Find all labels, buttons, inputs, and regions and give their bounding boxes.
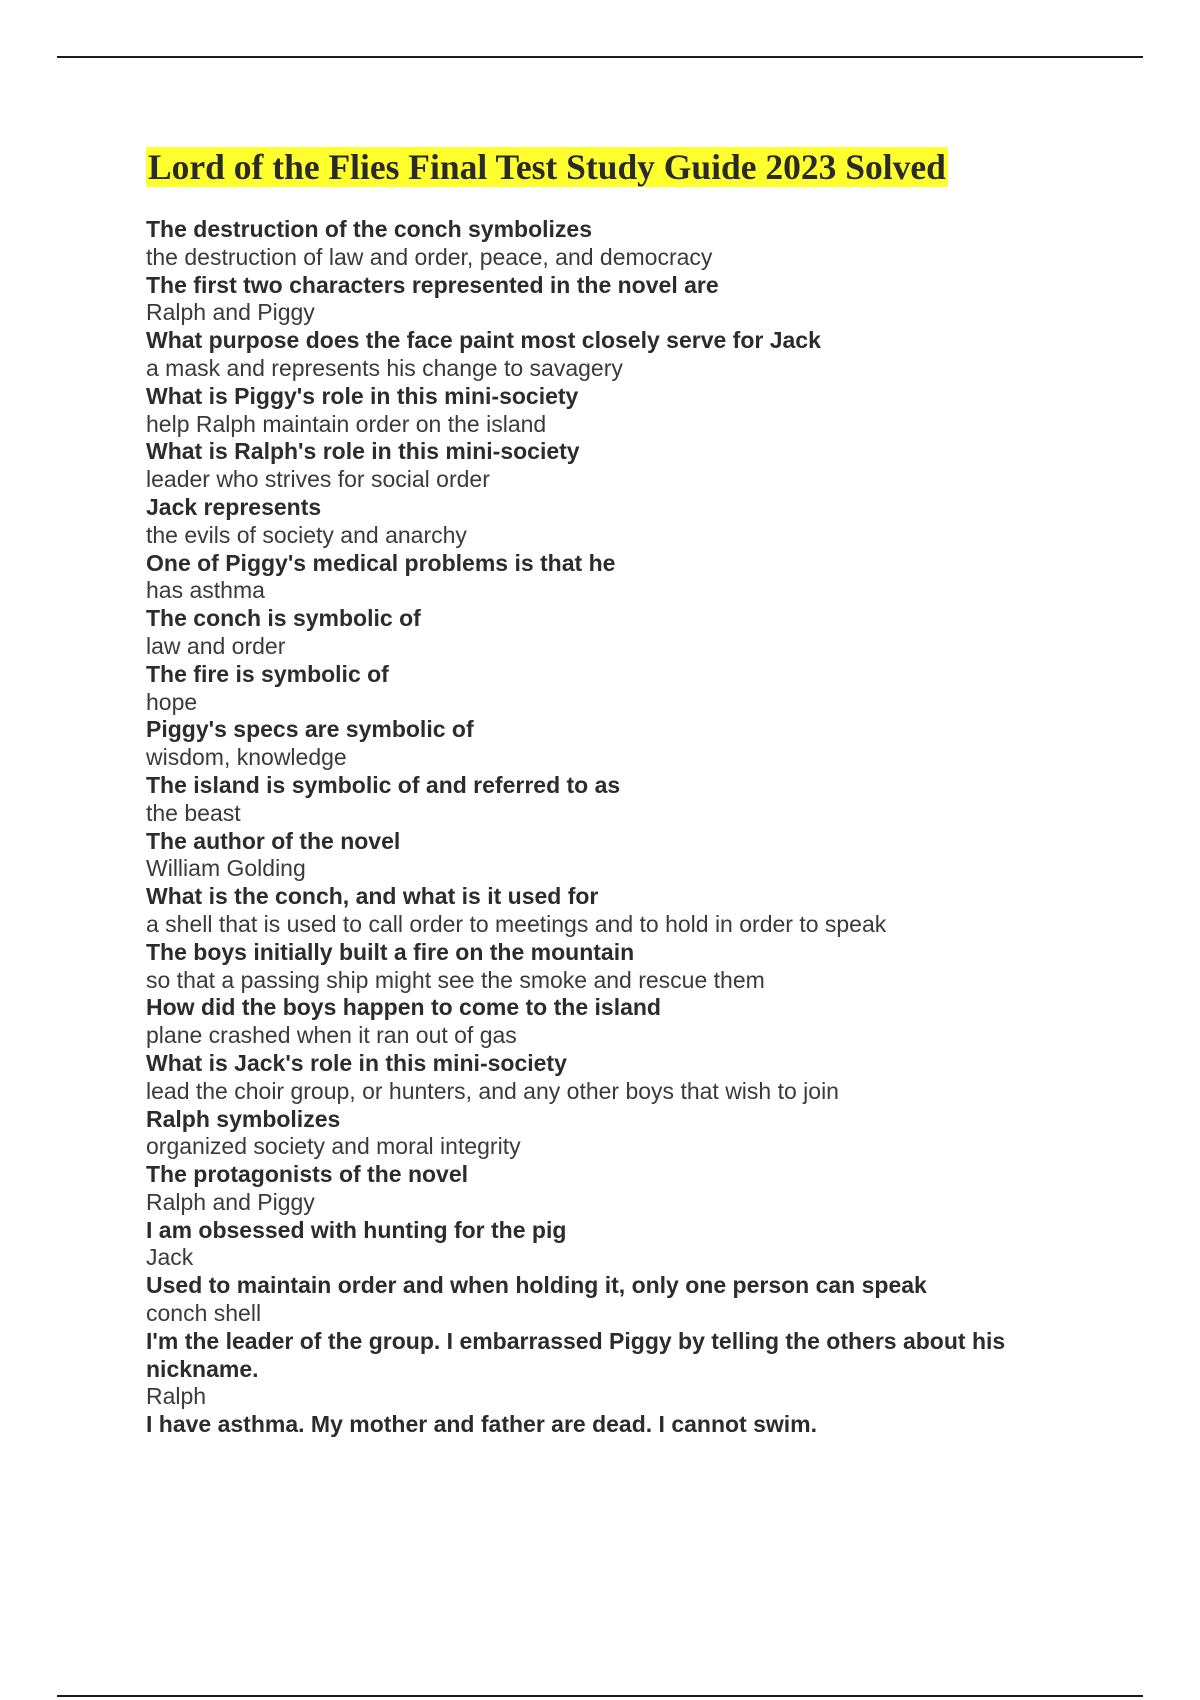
title-block (146, 143, 948, 191)
question: I'm the leader of the group. I embarrassed Piggy by telling the others about his nickname. (146, 1327, 1006, 1382)
question: I have asthma. My mother and father are dead. I cannot swim. (146, 1411, 818, 1438)
answer: Ralph and Piggy (146, 1188, 315, 1215)
question: What is Piggy's role in this mini-society (146, 382, 579, 409)
question: I am obsessed with hunting for the pig (146, 1216, 567, 1243)
question: Jack represents (146, 493, 322, 520)
question: The destruction of the conch symbolizes (146, 216, 593, 242)
answer: organized society and moral integrity (146, 1133, 521, 1160)
answer: the destruction of law and order, peace, and democracy (146, 243, 713, 270)
bottom-rule (57, 1695, 1143, 1697)
answer: so that a passing ship might see the smoke and rescue them (146, 966, 765, 993)
question: Ralph symbolizes (146, 1105, 341, 1132)
answer: help Ralph maintain order on the island (146, 410, 547, 437)
answer: Ralph (146, 1383, 207, 1410)
answer: leader who strives for social order (146, 466, 490, 493)
page-title: Lord of the Flies Final Test Study Guide 2023 Solved (148, 147, 946, 187)
answer: Ralph and Piggy (146, 299, 315, 326)
question: How did the boys happen to come to the island (146, 994, 661, 1021)
answer: plane crashed when it ran out of gas (146, 1022, 517, 1049)
question: The island is symbolic of and referred to as (146, 771, 621, 798)
question: What is Ralph's role in this mini-society (146, 438, 580, 465)
answer: lead the choir group, or hunters, and any other boys that wish to join (146, 1077, 839, 1104)
answer: Jack (146, 1244, 194, 1271)
question: What is the conch, and what is it used for (146, 883, 599, 910)
question: The fire is symbolic of (146, 660, 389, 687)
answer: conch shell (146, 1300, 262, 1327)
answer: law and order (146, 632, 286, 659)
question: The boys initially built a fire on the mountain (146, 938, 635, 965)
answer: a shell that is used to call order to meetings and to hold in order to speak (146, 910, 887, 937)
question: What is Jack's role in this mini-society (146, 1049, 567, 1076)
question: Piggy's specs are symbolic of (146, 716, 474, 743)
question: The conch is symbolic of (146, 605, 421, 632)
answer: a mask and represents his change to savagery (146, 354, 623, 381)
question: Used to maintain order and when holding it, only one person can speak (146, 1272, 927, 1299)
answer: wisdom, knowledge (146, 744, 347, 771)
question: The first two characters represented in the novel are (146, 271, 719, 298)
answer: has asthma (146, 577, 265, 604)
answer: the beast (146, 799, 241, 826)
question: The author of the novel (146, 827, 401, 854)
answer: the evils of society and anarchy (146, 521, 467, 548)
answer: hope (146, 688, 198, 715)
question: One of Piggy's medical problems is that he (146, 549, 616, 576)
question: The protagonists of the novel (146, 1161, 469, 1188)
qa-list (146, 216, 1106, 1439)
top-rule (57, 56, 1143, 58)
question: What purpose does the face paint most closely serve for Jack (146, 327, 821, 354)
answer: William Golding (146, 855, 306, 882)
